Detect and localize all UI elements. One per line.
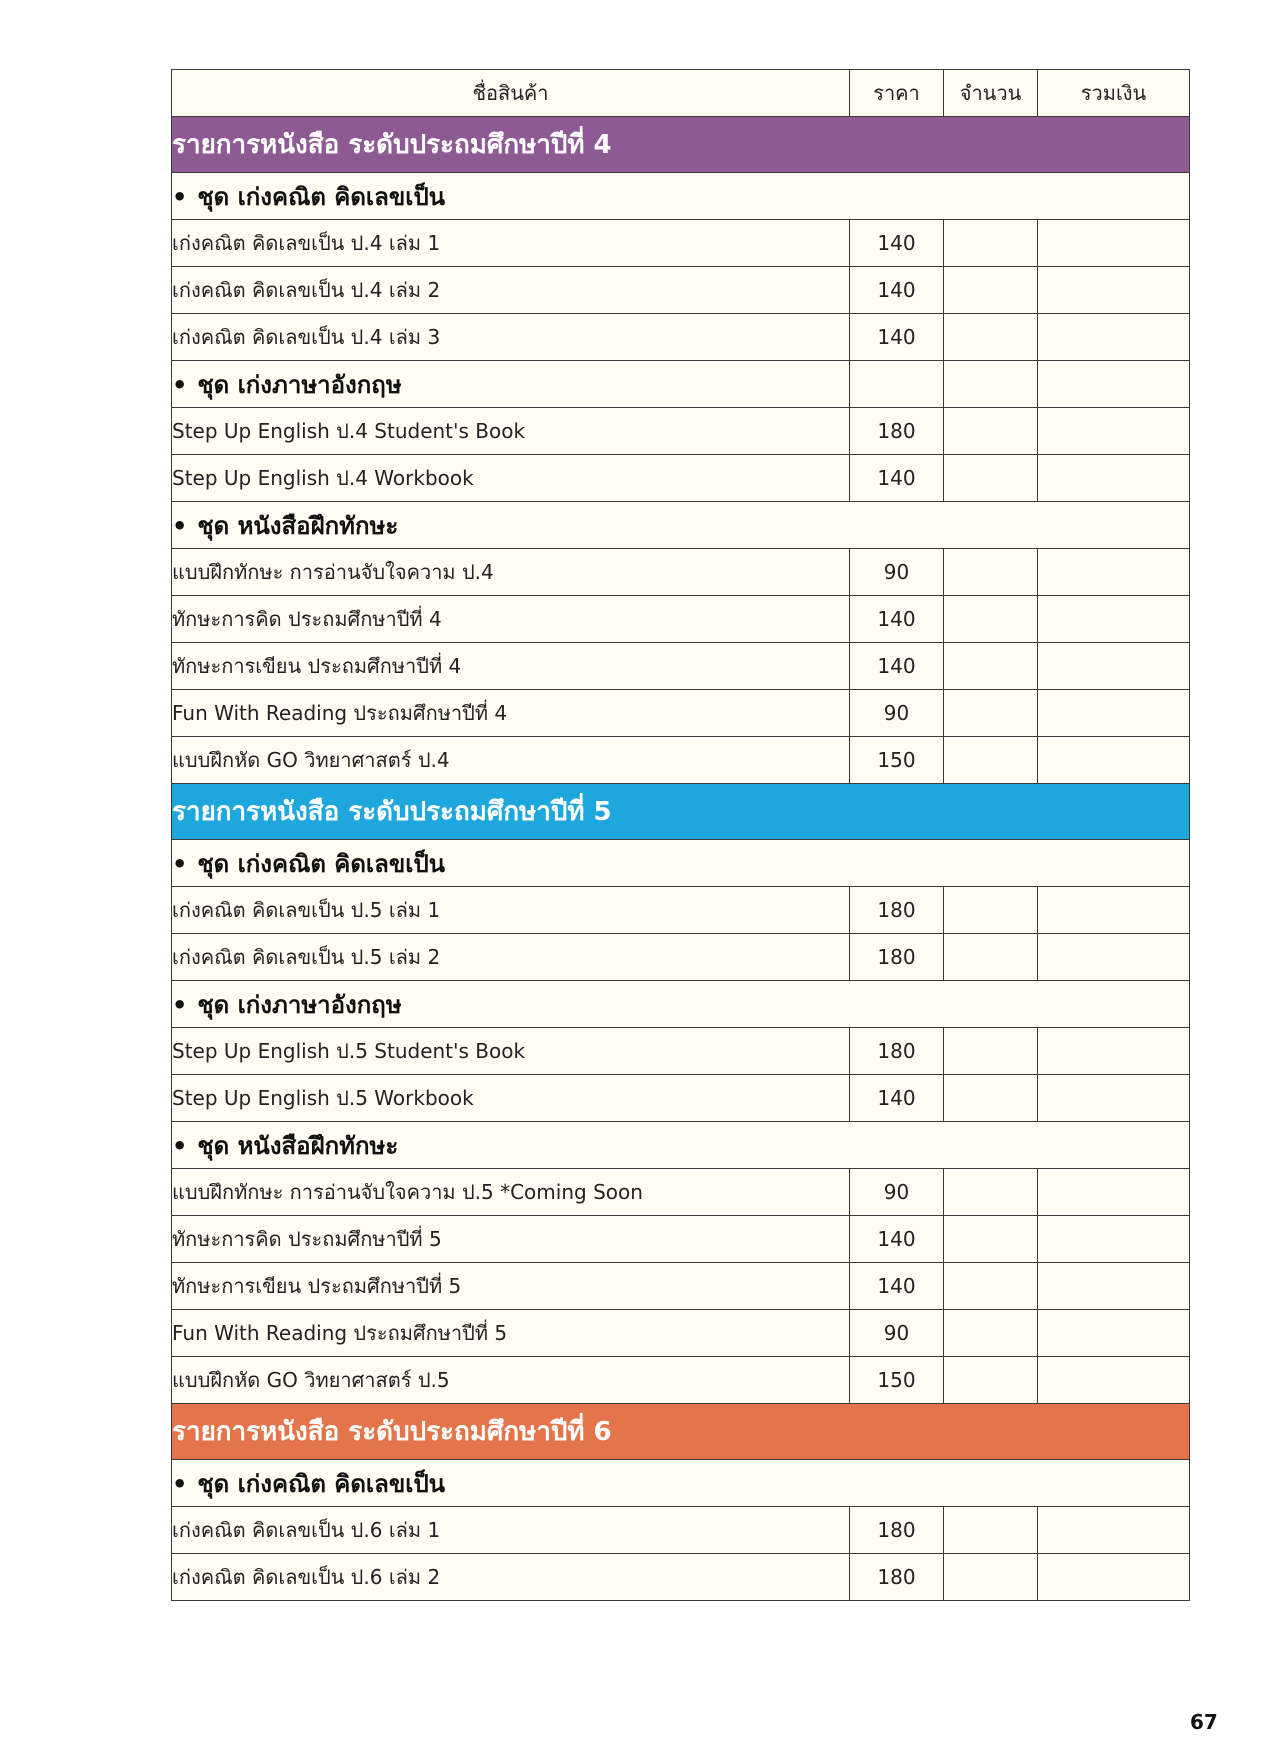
- product-name: แบบฝึกทักษะ การอ่านจับใจความ ป.4: [172, 549, 850, 596]
- product-name: Step Up English ป.5 Student's Book: [172, 1028, 850, 1075]
- quantity-cell[interactable]: [944, 643, 1038, 690]
- product-name: เก่งคณิต คิดเลขเป็น ป.5 เล่ม 1: [172, 887, 850, 934]
- group-title-cell: [172, 361, 850, 408]
- product-price: 140: [850, 314, 944, 361]
- product-name: ทักษะการเขียน ประถมศึกษาปีที่ 4: [172, 643, 850, 690]
- quantity-cell[interactable]: [944, 1169, 1038, 1216]
- product-name: แบบฝึกหัด GO วิทยาศาสตร์ ป.5: [172, 1357, 850, 1404]
- group-title-cell: [172, 1122, 1190, 1169]
- product-price: 140: [850, 596, 944, 643]
- product-name: Step Up English ป.4 Student's Book: [172, 408, 850, 455]
- section-title: รายการหนังสือ ระดับประถมศึกษาปีที่ 5: [172, 784, 1190, 840]
- bullet-icon: •: [172, 849, 188, 878]
- product-name: ทักษะการคิด ประถมศึกษาปีที่ 4: [172, 596, 850, 643]
- table-row: [172, 1263, 1190, 1310]
- total-cell[interactable]: [1038, 1028, 1190, 1075]
- table-row: [172, 690, 1190, 737]
- table-row: [172, 549, 1190, 596]
- group-title: ชุด หนังสือฝึกทักษะ: [197, 511, 399, 540]
- total-cell[interactable]: [1038, 596, 1190, 643]
- group-title: ชุด เก่งภาษาอังกฤษ: [197, 370, 402, 399]
- product-price: 90: [850, 690, 944, 737]
- group-title: ชุด เก่งคณิต คิดเลขเป็น: [197, 849, 446, 878]
- product-price: 140: [850, 455, 944, 502]
- table-row: [172, 887, 1190, 934]
- total-cell[interactable]: [1038, 1554, 1190, 1601]
- total-cell[interactable]: [1038, 934, 1190, 981]
- total-cell[interactable]: [1038, 314, 1190, 361]
- section-title: รายการหนังสือ ระดับประถมศึกษาปีที่ 4: [172, 117, 1190, 173]
- bullet-icon: •: [172, 182, 188, 211]
- bullet-icon: •: [172, 1469, 188, 1498]
- table-row: [172, 643, 1190, 690]
- total-cell[interactable]: [1038, 549, 1190, 596]
- group-title: ชุด เก่งคณิต คิดเลขเป็น: [197, 1469, 446, 1498]
- quantity-cell[interactable]: [944, 314, 1038, 361]
- product-name: เก่งคณิต คิดเลขเป็น ป.4 เล่ม 1: [172, 220, 850, 267]
- total-cell[interactable]: [1038, 1310, 1190, 1357]
- quantity-cell[interactable]: [944, 1216, 1038, 1263]
- table-row: [172, 267, 1190, 314]
- product-price: 140: [850, 1263, 944, 1310]
- group-header-row: [172, 840, 1190, 887]
- product-name: เก่งคณิต คิดเลขเป็น ป.4 เล่ม 2: [172, 267, 850, 314]
- group-title-cell: [172, 1460, 1190, 1507]
- product-price: 180: [850, 1028, 944, 1075]
- group-title: ชุด หนังสือฝึกทักษะ: [197, 1131, 399, 1160]
- group-title: ชุด เก่งคณิต คิดเลขเป็น: [197, 182, 446, 211]
- empty-cell: [1038, 361, 1190, 408]
- total-cell[interactable]: [1038, 1216, 1190, 1263]
- total-cell[interactable]: [1038, 1357, 1190, 1404]
- table-body: [172, 117, 1190, 1601]
- product-price: 150: [850, 737, 944, 784]
- product-price: 140: [850, 1216, 944, 1263]
- quantity-cell[interactable]: [944, 408, 1038, 455]
- table-row: [172, 1028, 1190, 1075]
- table-row: [172, 596, 1190, 643]
- product-price: 90: [850, 1169, 944, 1216]
- total-cell[interactable]: [1038, 1075, 1190, 1122]
- quantity-cell[interactable]: [944, 690, 1038, 737]
- quantity-cell[interactable]: [944, 737, 1038, 784]
- table-row: [172, 1507, 1190, 1554]
- quantity-cell[interactable]: [944, 1507, 1038, 1554]
- section-header-row: [172, 784, 1190, 840]
- quantity-cell[interactable]: [944, 1263, 1038, 1310]
- section-header-row: [172, 117, 1190, 173]
- order-form-table: [171, 69, 1190, 1601]
- quantity-cell[interactable]: [944, 220, 1038, 267]
- product-name: เก่งคณิต คิดเลขเป็น ป.6 เล่ม 1: [172, 1507, 850, 1554]
- table-row: [172, 314, 1190, 361]
- product-price: 180: [850, 1507, 944, 1554]
- total-cell[interactable]: [1038, 1169, 1190, 1216]
- bullet-icon: •: [172, 990, 188, 1019]
- group-title: ชุด เก่งภาษาอังกฤษ: [197, 990, 402, 1019]
- group-title-cell: [172, 981, 1190, 1028]
- product-price: 90: [850, 1310, 944, 1357]
- group-title-cell: [172, 840, 1190, 887]
- bullet-icon: •: [172, 511, 188, 540]
- quantity-cell[interactable]: [944, 1075, 1038, 1122]
- total-cell[interactable]: [1038, 1507, 1190, 1554]
- product-price: 180: [850, 887, 944, 934]
- empty-cell: [850, 361, 944, 408]
- group-header-row: [172, 173, 1190, 220]
- total-cell[interactable]: [1038, 408, 1190, 455]
- product-price: 180: [850, 934, 944, 981]
- bullet-icon: •: [172, 370, 188, 399]
- group-title-cell: [172, 173, 1190, 220]
- section-title: รายการหนังสือ ระดับประถมศึกษาปีที่ 6: [172, 1404, 1190, 1460]
- product-price: 140: [850, 267, 944, 314]
- quantity-cell[interactable]: [944, 1554, 1038, 1601]
- section-header-row: [172, 1404, 1190, 1460]
- group-header-row: [172, 361, 1190, 408]
- product-name: เก่งคณิต คิดเลขเป็น ป.5 เล่ม 2: [172, 934, 850, 981]
- header-quantity: จำนวน: [944, 70, 1038, 117]
- quantity-cell[interactable]: [944, 267, 1038, 314]
- total-cell[interactable]: [1038, 887, 1190, 934]
- group-header-row: [172, 1460, 1190, 1507]
- product-price: 90: [850, 549, 944, 596]
- header-product-name: ชื่อสินค้า: [172, 70, 850, 117]
- total-cell[interactable]: [1038, 267, 1190, 314]
- product-price: 140: [850, 220, 944, 267]
- table-row: [172, 934, 1190, 981]
- table-header-row: [172, 70, 1190, 117]
- empty-cell: [944, 361, 1038, 408]
- table-row: [172, 1169, 1190, 1216]
- product-name: เก่งคณิต คิดเลขเป็น ป.6 เล่ม 2: [172, 1554, 850, 1601]
- product-name: Fun With Reading ประถมศึกษาปีที่ 5: [172, 1310, 850, 1357]
- product-name: Step Up English ป.5 Workbook: [172, 1075, 850, 1122]
- product-price: 140: [850, 1075, 944, 1122]
- product-name: Step Up English ป.4 Workbook: [172, 455, 850, 502]
- product-name: แบบฝึกหัด GO วิทยาศาสตร์ ป.4: [172, 737, 850, 784]
- group-title-cell: [172, 502, 1190, 549]
- group-header-row: [172, 981, 1190, 1028]
- table-row: [172, 220, 1190, 267]
- quantity-cell[interactable]: [944, 1357, 1038, 1404]
- total-cell[interactable]: [1038, 1263, 1190, 1310]
- table-row: [172, 1357, 1190, 1404]
- product-name: เก่งคณิต คิดเลขเป็น ป.4 เล่ม 3: [172, 314, 850, 361]
- table-row: [172, 1554, 1190, 1601]
- product-name: ทักษะการคิด ประถมศึกษาปีที่ 5: [172, 1216, 850, 1263]
- page-number: 67: [1190, 1710, 1218, 1734]
- group-header-row: [172, 502, 1190, 549]
- product-name: Fun With Reading ประถมศึกษาปีที่ 4: [172, 690, 850, 737]
- table-row: [172, 737, 1190, 784]
- header-total: รวมเงิน: [1038, 70, 1190, 117]
- product-price: 150: [850, 1357, 944, 1404]
- table-row: [172, 455, 1190, 502]
- quantity-cell[interactable]: [944, 934, 1038, 981]
- table-row: [172, 1216, 1190, 1263]
- total-cell[interactable]: [1038, 737, 1190, 784]
- header-price: ราคา: [850, 70, 944, 117]
- total-cell[interactable]: [1038, 643, 1190, 690]
- product-price: 180: [850, 408, 944, 455]
- product-price: 140: [850, 643, 944, 690]
- quantity-cell[interactable]: [944, 455, 1038, 502]
- product-name: แบบฝึกทักษะ การอ่านจับใจความ ป.5 *Coming Soon: [172, 1169, 850, 1216]
- table-row: [172, 1310, 1190, 1357]
- product-name: ทักษะการเขียน ประถมศึกษาปีที่ 5: [172, 1263, 850, 1310]
- table-row: [172, 1075, 1190, 1122]
- quantity-cell[interactable]: [944, 1028, 1038, 1075]
- total-cell[interactable]: [1038, 455, 1190, 502]
- product-price: 180: [850, 1554, 944, 1601]
- bullet-icon: •: [172, 1131, 188, 1160]
- total-cell[interactable]: [1038, 690, 1190, 737]
- total-cell[interactable]: [1038, 220, 1190, 267]
- quantity-cell[interactable]: [944, 887, 1038, 934]
- quantity-cell[interactable]: [944, 596, 1038, 643]
- table-row: [172, 408, 1190, 455]
- group-header-row: [172, 1122, 1190, 1169]
- quantity-cell[interactable]: [944, 549, 1038, 596]
- quantity-cell[interactable]: [944, 1310, 1038, 1357]
